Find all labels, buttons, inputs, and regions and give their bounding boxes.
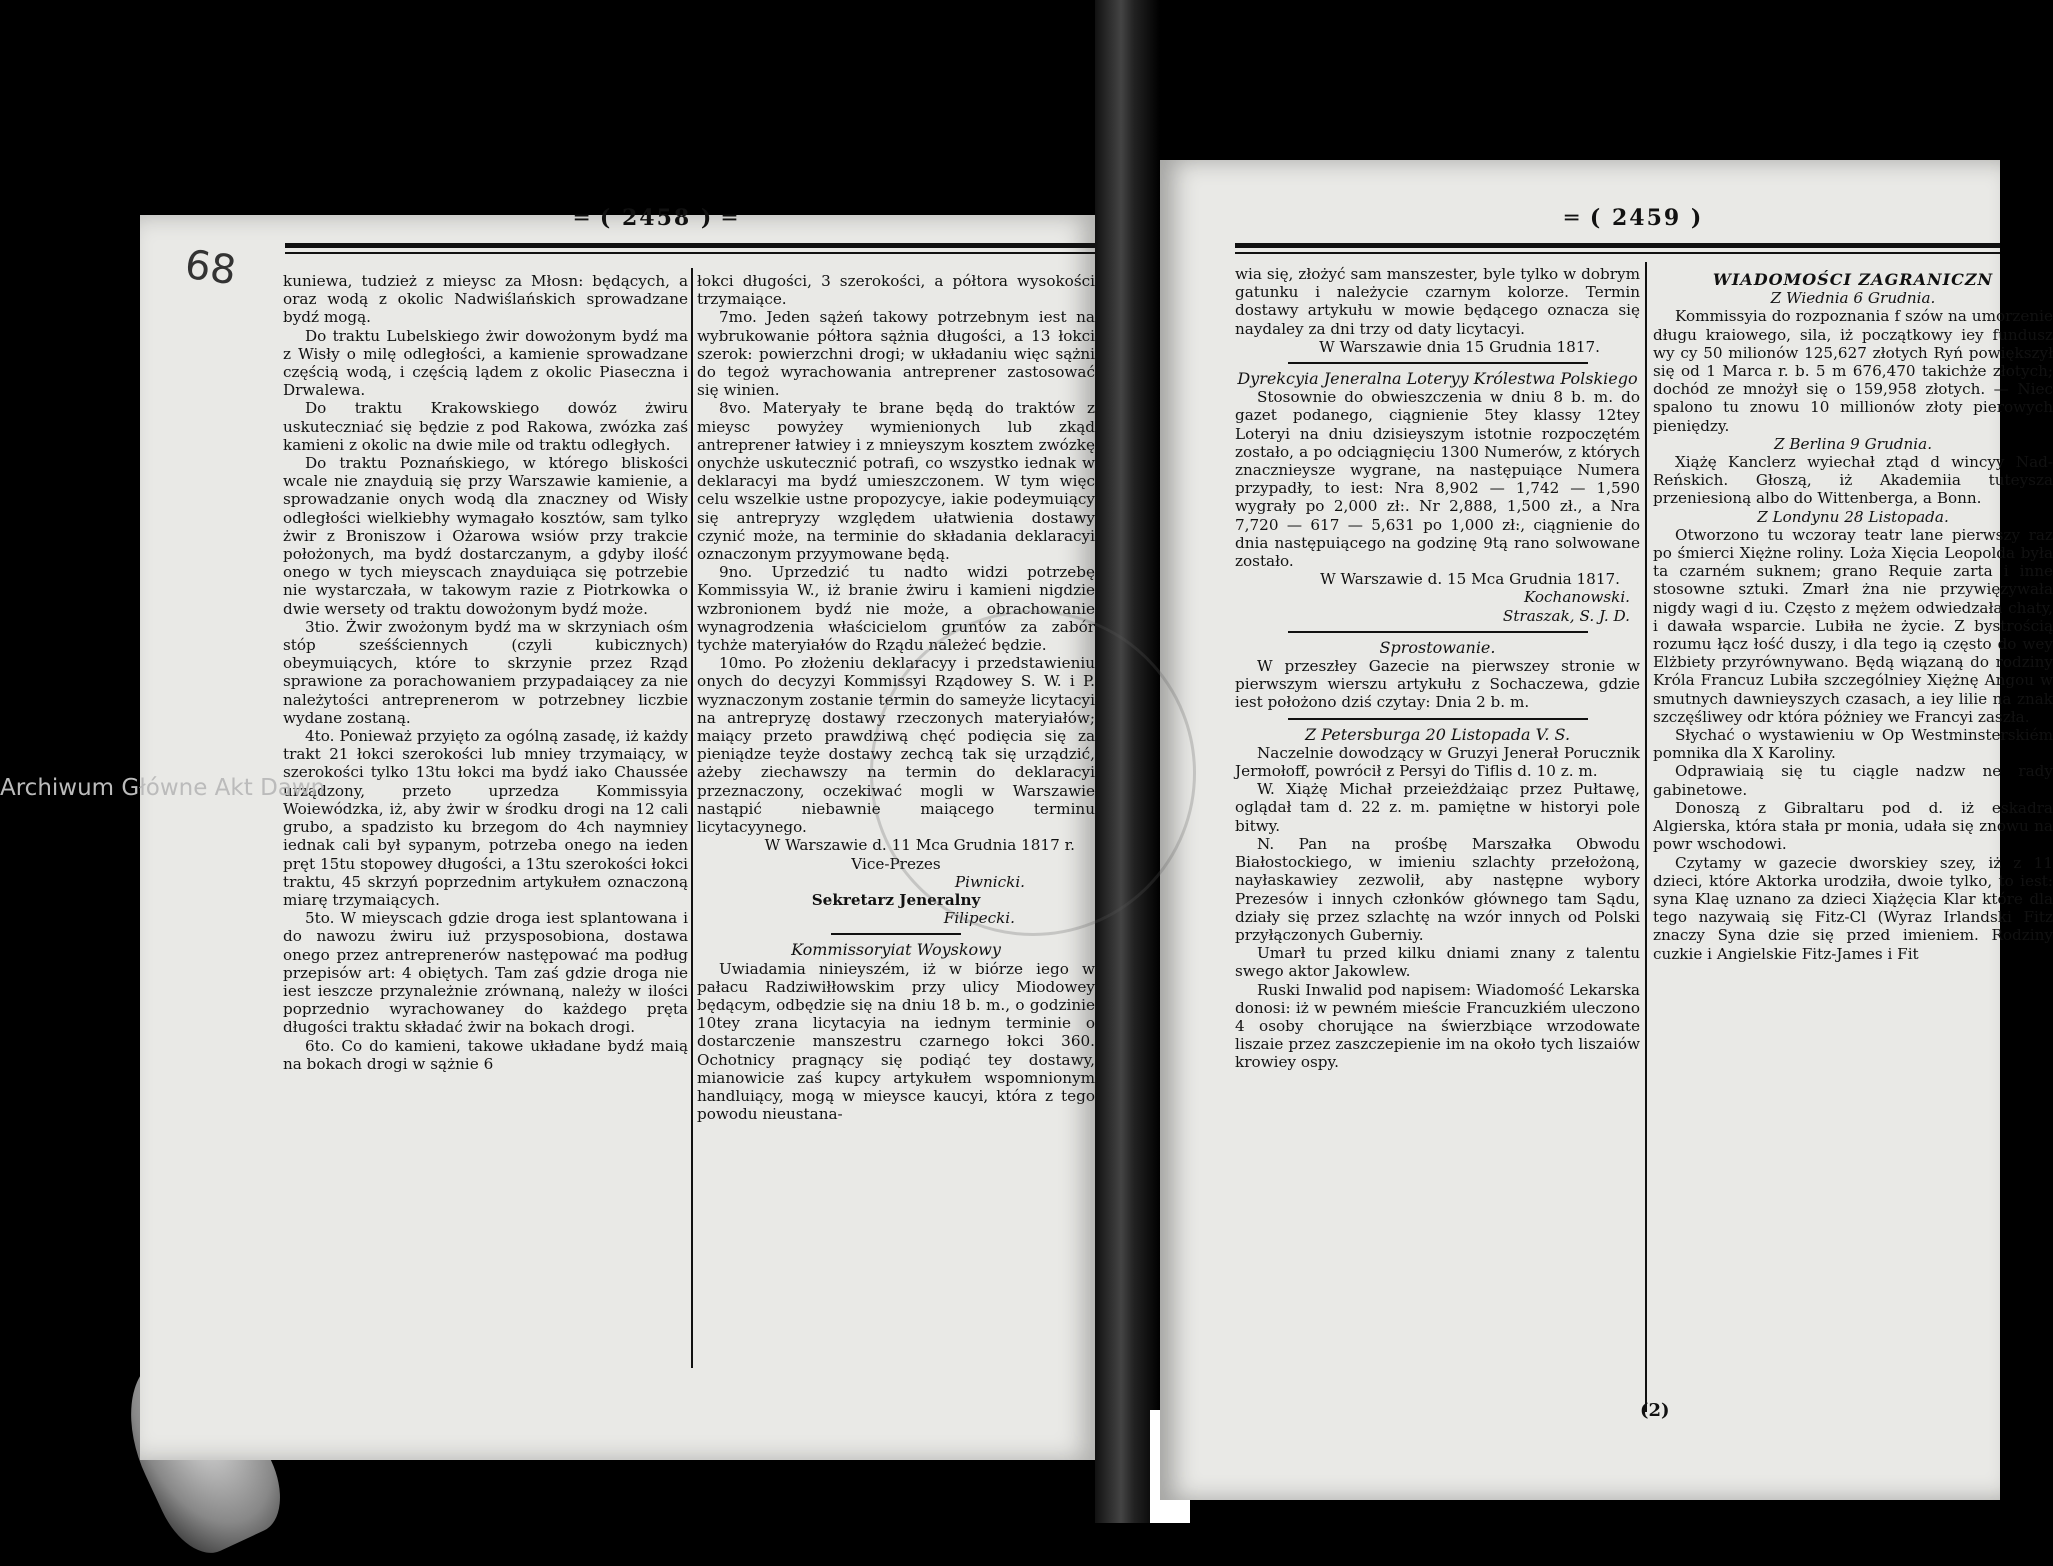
dateline-heading: Z Londynu 28 Listopada. <box>1757 507 1949 526</box>
paragraph: kuniewa, tudzież z mieysc za Młosn: będących, a oraz wodą z okolic Nadwiślańskich sprowadzane bydź mogą. <box>283 272 688 327</box>
page-signature-mark: (2) <box>1640 1400 1670 1421</box>
paragraph: 6to. Co do kamieni, takowe układane bydź maią na bokach drogi w sążnie 6 <box>283 1036 688 1073</box>
paragraph: 8vo. Materyały te brane będą do traktów z mieysc powyżey wymienionych lub zkąd antreprener łatwiey i z mnieyszym kosztem zwózkę onychże uskutecznić potrafi, co wszystko iednak w deklaracyi ma bydź umieszczonem. W tym więc celu wszelkie ustne propozycye, iakie podeymuiący się antrepryzy względem ułatwienia dostawy czynić może, na terminie do składania deklaracyi oznaczonym przyymowane będą. <box>697 399 1095 564</box>
right-header-rule-thin <box>1235 252 2000 254</box>
paragraph: 3tio. Żwir zwożonym bydź ma w skrzyniach ośm stóp sześściennych (czyli kubicznych) obeymuiących, które to skrzynie przez Rząd sprawione za porachowaniem przypadaiącey za nie należytości antreprenerom w potrzebney liczbie wydane zostaną. <box>283 617 688 727</box>
signature: Kochanowski. <box>1523 588 1630 607</box>
paragraph: Uwiadamia ninieyszém, iż w biórze iego w pałacu Radziwiłłowskim przy ulicy Miodowey będącym, odbędzie się na dniu 18 b. m., o godzinie 10tey zrana licytacyia na iednym terminie o dostarczenie manszestru czarnego łokci 360. Ochotnicy pragnący się podiąć tey dostawy, mianowicie zaś kupcy artykułem wspomnionym handluiący, mogą w mieysce kaucyi, która z tego powodu nieustana- <box>697 959 1095 1124</box>
paragraph: 7mo. Jeden sążeń takowy potrzebnym iest na wybrukowanie półtora sążnia długości, a 13 łokci szerok: powierzchni drogi; w układaniu więc sążni do tegoż wyrachowania antreprener zastosować się winien. <box>697 308 1095 400</box>
column-divider <box>1645 262 1647 1412</box>
paragraph: Do traktu Poznańskiego, w którego bliskości wcale nie znayduią się przy Warszawie kamienie, a sprowadzanie onych wodą dla znaczney od Wisły odległości wielkiebhy wymagało kosztów, sam tylko żwir z Broniszow i Ożarowa wsiów przy trakcie położonych, ma bydź dostarczanym, a gdyby ilość onego w tych mieyscach znayduiąca się potrzebie nie wystarczała, w takowym razie z Piotrkowka o dwie wersety od traktu dowożonym bydź może. <box>283 454 688 618</box>
section-heading: Dyrekcyia Jeneralna Loteryy Królestwa Polskiego <box>1237 369 1638 389</box>
section-heading: Sprostowanie. <box>1379 637 1496 657</box>
signoff-role: Vice-Prezes <box>851 854 941 873</box>
section-rule <box>1288 631 1588 633</box>
paragraph: 9no. Uprzedzić tu nadto widzi potrzebę Kommissyia W., iż branie żwiru i kamieni nigdzie wzbronionem bydź nie może, a obrachowanie wynagrodzenia właścicielom gruntów za zabór tychże materyiałów do Rządu należeć będzie. <box>697 563 1095 655</box>
archive-stamp <box>870 610 1196 936</box>
paragraph: Donoszą z Gibraltaru pod d. iż eskadra Algierska, która stała pr monia, udała się znowu na powr wschodowi. <box>1653 798 2053 854</box>
paragraph: 5to. W mieyscach gdzie droga iest splantowana i do nawozu żwiru iuż przysposobiona, dostawa onego przez antreprenerów następować ma podług przepisów art: 4 obiętych. Tam zaś gdzie droga nie iest ieszcze przynależnie zrównaną, należy w ilości poprzednio wyrachowaney do każdego pręta długości traktu składać żwir na bokach drogi. <box>283 909 688 1037</box>
paragraph: Odprawiaią się tu ciągle nadzw ne rady gabinetowe. <box>1653 762 2053 799</box>
paragraph: wia się, złożyć sam manszester, byle tylko w dobrym gatunku i należycie czarnym kolorze. Termin dostawy artykułu w mowie będącego oznacza się naydaley za dni trzy od daty licytacyi. <box>1235 265 1640 338</box>
paragraph: Ruski Inwalid pod napisem: Wiadomość Lekarska donosi: iż w pewném mieście Francuzkiém uleczono 4 osoby chorujące na świerzbiące wrzodowate liszaie przez zaszczepienie im na około tych liszaiów krowiey ospy. <box>1235 980 1640 1072</box>
paragraph: 10mo. Po złożeniu deklaracyy i przedstawieniu onych do decyzyi Kommissyi Rządowey S. W. i P. wyznaczonym zostanie termin do sameyże licytacyi na antrepryzę dostawy rzeczonych materyiałów; maiący przeto prawdziwą chęć podięcia się za pieniądze teyże dostawy zechcą tak się urządzić, ażeby ziechawszy na termin do deklaracyi przeznaczony, oczekiwać mogli w Warszawie nastąpić niebawnie maiącego terminu licytacyynego. <box>697 654 1095 837</box>
paragraph: Naczelnie dowodzący w Gruzyi Jenerał Porucznik Jermołoff, powrócił z Persyi do Tiflis d. 10 z. m. <box>1235 743 1640 781</box>
right-page-header: ═ ( 2459 ) <box>1565 205 1704 231</box>
paragraph: 4to. Ponieważ przyięto za ogólną zasadę, iż każdy trakt 21 łokci szerokości lub mniey trzymaiący, w szerokości tylko 13tu łokci ma bydź iako Chaussée urządzony, przeto uprzedza Kommissyia Woiewódzka, iż, aby żwir w środku drogi na 12 cali grubo, a spadzisto ku brzegom do 4ch naymniey iednak cali był sypanym, potrzeba onego na ieden pręt 15tu stopowey długości, a 13tu szerokości łokci traktu, 45 skrzyń poprzednim artykułem oznaczoną miarę trzymaiących. <box>283 727 688 909</box>
section-rule <box>1288 362 1588 364</box>
paragraph: W przeszłey Gazecie na pierwszey stronie w pierwszym wierszu artykułu z Sochaczewa, gdzie iest położono dziś czytay: Dnia 2 b. m. <box>1235 657 1640 712</box>
paragraph: Do traktu Krakowskiego dowóz żwiru uskuteczniać się będzie z pod Rakowa, zwózka zaś kamieni z okolic na dwie mile od traktu odległych. <box>283 399 688 454</box>
right-column-1 <box>1235 265 1640 1072</box>
paragraph: Czytamy w gazecie dworskiey szey, iż z 11 dzieci, które Aktorka urodziła, dwoie tylko, to iest: syna Klaę uznano za dzieci Xiążęcia Klar które dla tego nazywaią się Fitz-Cl (Wyraz Irlandski Fitz znaczy Syna dzie się przed imieniem. Rodziny cuzkie i Angielskie Fitz-James i Fit <box>1653 853 2053 963</box>
left-header-rule-thin <box>285 252 1095 254</box>
dateline: W Warszawie dnia 15 Grudnia 1817. <box>1319 337 1600 356</box>
column-divider <box>691 268 693 1368</box>
section-heading: Kommissoryiat Woyskowy <box>791 940 1001 960</box>
signature: Straszak, S. J. D. <box>1502 606 1630 625</box>
paragraph: Słychać o wystawieniu w Op Westminsterskiém pomnika dla X Karoliny. <box>1653 726 2053 763</box>
signoff-role: Sekretarz Jeneralny <box>811 890 981 909</box>
left-column-1 <box>283 272 688 1073</box>
section-rule <box>1288 718 1588 720</box>
margin-note: 68 <box>182 241 239 295</box>
paragraph: Umarł tu przed kilku dniami znany z talentu swego aktor Jakowlew. <box>1235 944 1640 981</box>
left-header-rule <box>285 243 1095 248</box>
paragraph: W. Xiążę Michał przeieżdżaiąc przez Pułtawę, oglądał tam d. 22 z. m. pamiętne w historyi pole bitwy. <box>1235 780 1640 835</box>
signoff-name: Filipecki. <box>943 909 1015 928</box>
archive-watermark: Archiwum Główne Akt Dawn <box>0 775 326 801</box>
paragraph: łokci długości, 3 szerokości, a półtora wysokości trzymaiące. <box>697 272 1095 309</box>
dateline-heading: Z Berlina 9 Grudnia. <box>1773 434 1933 453</box>
dateline: W Warszawie d. 15 Mca Grudnia 1817. <box>1320 570 1620 589</box>
paragraph: Do traktu Lubelskiego żwir dowożonym bydź ma z Wisły o milę odległości, a kamienie sprowadzane częścią wodą, i częścią lądem z okolic Piaseczna i Drwalewa. <box>283 326 688 400</box>
right-header-rule <box>1235 243 2000 248</box>
paragraph: Otworzono tu wczoray teatr lane pierwszy raz po śmierci Xiężne roliny. Loża Xięcia Leopolda była ta czarném suknem; grano Requie zarta i inne stosowne sztuki. Zmarł żna nie przywięzywała nigdy wagi d iu. Często z mężem odwiedzała chaty, i dawała wsparcie. Lubiła ne życie. Z bystrością rozumu łącz łość duszy, i dla tego ią często do wey Elżbiety przyrównywano. Będą wiązaną do rodziny Króla Francuz Lubiła szczególniey Xiężnę Angou w smutnych dawnieyszych czasach, a iey lilie na znak szczęśliwey odr która póżniey we Francyi zaszła. <box>1653 525 2053 726</box>
section-heading: Z Petersburga 20 Listopada V. S. <box>1304 724 1571 744</box>
section-heading: WIADOMOŚCI ZAGRANICZN <box>1712 270 1994 289</box>
paragraph: N. Pan na prośbę Marszałka Obwodu Białostockiego, w imieniu szlachty przełożoną, nayłaskawiey zezwolił, aby następne wybory Prezesów i innych członków głównego tam Sądu, działy się przez szlachtę na wzór innych od Polski przyłączonych Guberniy. <box>1235 834 1640 944</box>
dateline-heading: Z Wiednia 6 Grudnia. <box>1770 289 1936 308</box>
left-page-header: ═ ( 2458 ) ═ <box>575 205 739 231</box>
signoff-name: Piwnicki. <box>954 872 1025 891</box>
paragraph: Stosownie do obwieszczenia w dniu 8 b. m. do gazet podanego, ciągnienie 5tey klassy 12tey Loteryi na dniu dzisieyszym istotnie rozpoczętém zostało, a po odciągnięciu 1300 Numerów, z których znacznieysze wygrane, na następuiące Numera przypadły, to iest: Nra 8,902 — 1,742 — 1,590 wygrały po 2,000 zł:. Nr 2,888, 1,500 zł., a Nra 7,720 — 617 — 5,631 po 1,000 zł:, ciągnienie do dnia następuiącego na godzinę 9tą rano solwowane zostało. <box>1235 388 1640 571</box>
section-rule <box>831 933 961 935</box>
paragraph: Kommissyia do rozpoznania f szów na umorzenie długu kraiowego, sila, iż początkowy iey fundusz wy cy 50 milionów 125,627 złotych Ryń powiększył się od 1 Marca r. b. 5 m 676,470 takichże złotych; dochód ze mnożył się o 159,958 złotych. — Niec spalono tu znowu 10 millionów złoty pierowych pieniędzy. <box>1653 307 2053 435</box>
right-column-2 <box>1653 265 2053 963</box>
signoff-date: W Warszawie d. 11 Mca Grudnia 1817 r. <box>764 836 1075 855</box>
paragraph: Xiążę Kanclerz wyiechał ztąd d wincyy Nad-Reńskich. Głoszą, iż Akademiia tuteysza przeniesioną albo do Wittenberga, a Bonn. <box>1653 453 2053 508</box>
